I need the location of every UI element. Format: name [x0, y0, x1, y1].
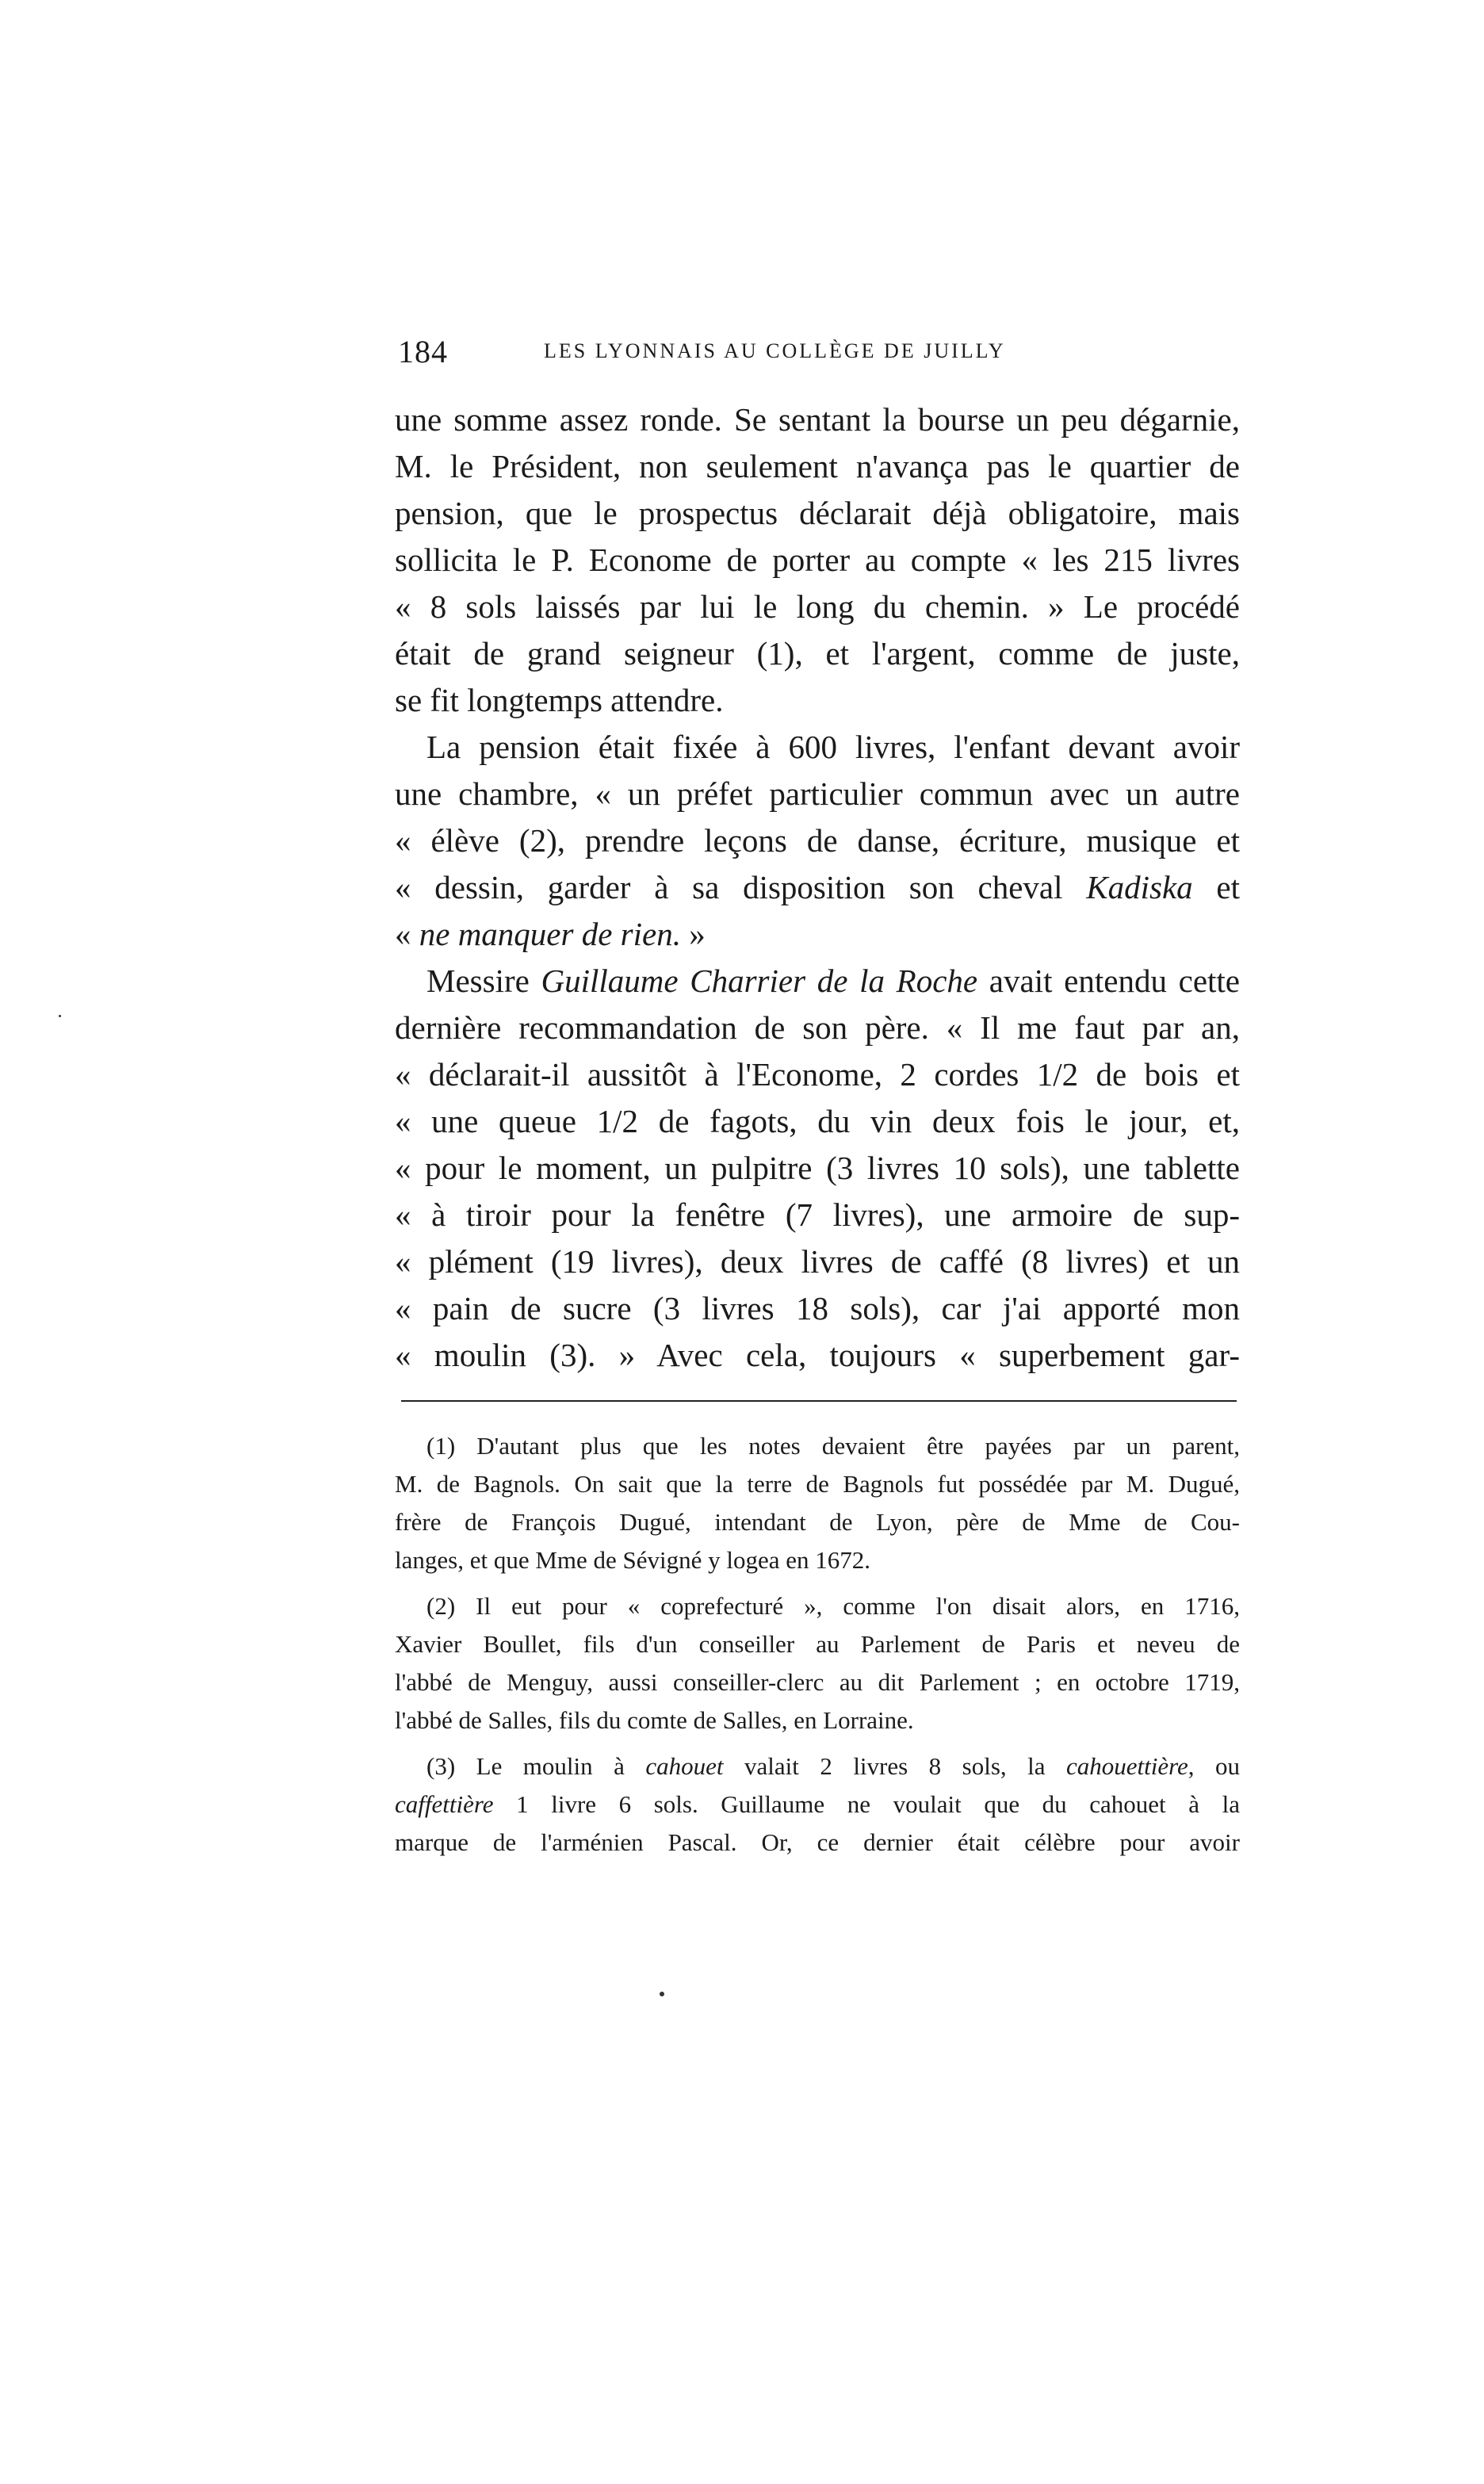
- text-line: « à tiroir pour la fenêtre (7 livres), une armoire de sup-: [395, 1196, 1240, 1233]
- text-line: se fit longtemps attendre.: [395, 682, 724, 718]
- footnote-line: (2) Il eut pour « coprefecturé », comme l'on disait alors, en 1716,: [426, 1592, 1240, 1620]
- footnote-divider: [401, 1400, 1237, 1402]
- text-segment: « dessin, garder à sa disposition son cheval: [395, 869, 1087, 905]
- text-line: « moulin (3). » Avec cela, toujours « superbement gar-: [395, 1337, 1240, 1373]
- footnote-line: l'abbé de Menguy, aussi conseiller-clerc au dit Parlement ; en octobre 1719,: [395, 1668, 1240, 1696]
- text-line: M. le Président, non seulement n'avança pas le quartier de: [395, 448, 1240, 484]
- main-text: [395, 396, 1240, 1379]
- text-line: « élève (2), prendre leçons de danse, écriture, musique et: [395, 822, 1240, 859]
- text-line: « pour le moment, un pulpitre (3 livres 10 sols), une tablette: [395, 1150, 1240, 1186]
- ink-speck: [59, 1015, 61, 1017]
- italic-name: Kadiska: [1086, 869, 1193, 905]
- footnote-line: [395, 1747, 1240, 1785]
- text-line: pension, que le prospectus déclarait déjà obligatoire, mais: [395, 495, 1240, 531]
- footnote-line: l'abbé de Salles, fils du comte de Salles, en Lorraine.: [395, 1706, 914, 1734]
- text-line: [395, 958, 1240, 1005]
- text-segment: et: [1192, 869, 1240, 905]
- text-line: « déclarait-il aussitôt à l'Econome, 2 cordes 1/2 de bois et: [395, 1056, 1240, 1093]
- text-line: « plément (19 livres), deux livres de caffé (8 livres) et un: [395, 1243, 1240, 1280]
- text-segment: »: [680, 916, 706, 952]
- text-line: une chambre, « un préfet particulier commun avec un autre: [395, 775, 1240, 812]
- text-line: [395, 911, 1240, 958]
- footnote-line: Xavier Boullet, fils d'un conseiller au Parlement de Paris et neveu de: [395, 1630, 1240, 1658]
- italic-term: cahouet: [645, 1752, 724, 1780]
- page-number: 184: [398, 334, 448, 369]
- italic-phrase: ne manquer de rien.: [419, 916, 681, 952]
- text-segment: Messire: [426, 963, 541, 999]
- footnote-line: marque de l'arménien Pascal. Or, ce dernier était célèbre pour avoir: [395, 1828, 1240, 1856]
- italic-term: caffettière: [395, 1790, 494, 1818]
- text-line: était de grand seigneur (1), et l'argent, comme de juste,: [395, 635, 1240, 672]
- footnote-line: frère de François Dugué, intendant de Lyon, père de Mme de Cou-: [395, 1508, 1240, 1536]
- text-segment: , ou: [1188, 1752, 1241, 1780]
- footnote-line: [395, 1785, 1240, 1824]
- footnote-line: (1) D'autant plus que les notes devaient être payées par un parent,: [426, 1432, 1240, 1460]
- text-line: « 8 sols laissés par lui le long du chemin. » Le procédé: [395, 588, 1240, 625]
- italic-name: Guillaume Charrier de la Roche: [541, 963, 978, 999]
- text-segment: valait 2 livres 8 sols, la: [723, 1752, 1066, 1780]
- text-line: La pension était fixée à 600 livres, l'enfant devant avoir: [426, 729, 1240, 765]
- text-line: « pain de sucre (3 livres 18 sols), car j'ai apporté mon: [395, 1290, 1240, 1326]
- text-line: dernière recommandation de son père. « Il me faut par an,: [395, 1009, 1240, 1046]
- italic-term: cahouettière: [1065, 1752, 1188, 1780]
- page-header: [396, 331, 1237, 379]
- text-line: sollicita le P. Econome de porter au compte « les 215 livres: [395, 542, 1240, 578]
- text-line: une somme assez ronde. Se sentant la bourse un peu dégarnie,: [395, 401, 1240, 438]
- text-segment: (3) Le moulin à: [426, 1752, 646, 1780]
- text-line: « une queue 1/2 de fagots, du vin deux fois le jour, et,: [395, 1103, 1240, 1139]
- footnote-line: langes, et que Mme de Sévigné y logea en 1672.: [395, 1546, 871, 1574]
- text-line: [395, 864, 1240, 911]
- footnote-line: M. de Bagnols. On sait que la terre de Bagnols fut possédée par M. Dugué,: [395, 1470, 1240, 1498]
- footnotes: [395, 1427, 1240, 1862]
- text-segment: 1 livre 6 sols. Guillaume ne voulait que du cahouet à la: [493, 1790, 1240, 1818]
- running-title: LES LYONNAIS AU COLLÈGE DE JUILLY: [544, 339, 1006, 362]
- text-segment: «: [395, 916, 419, 952]
- text-segment: avait entendu cette: [977, 963, 1240, 999]
- ink-speck: [660, 1992, 664, 1996]
